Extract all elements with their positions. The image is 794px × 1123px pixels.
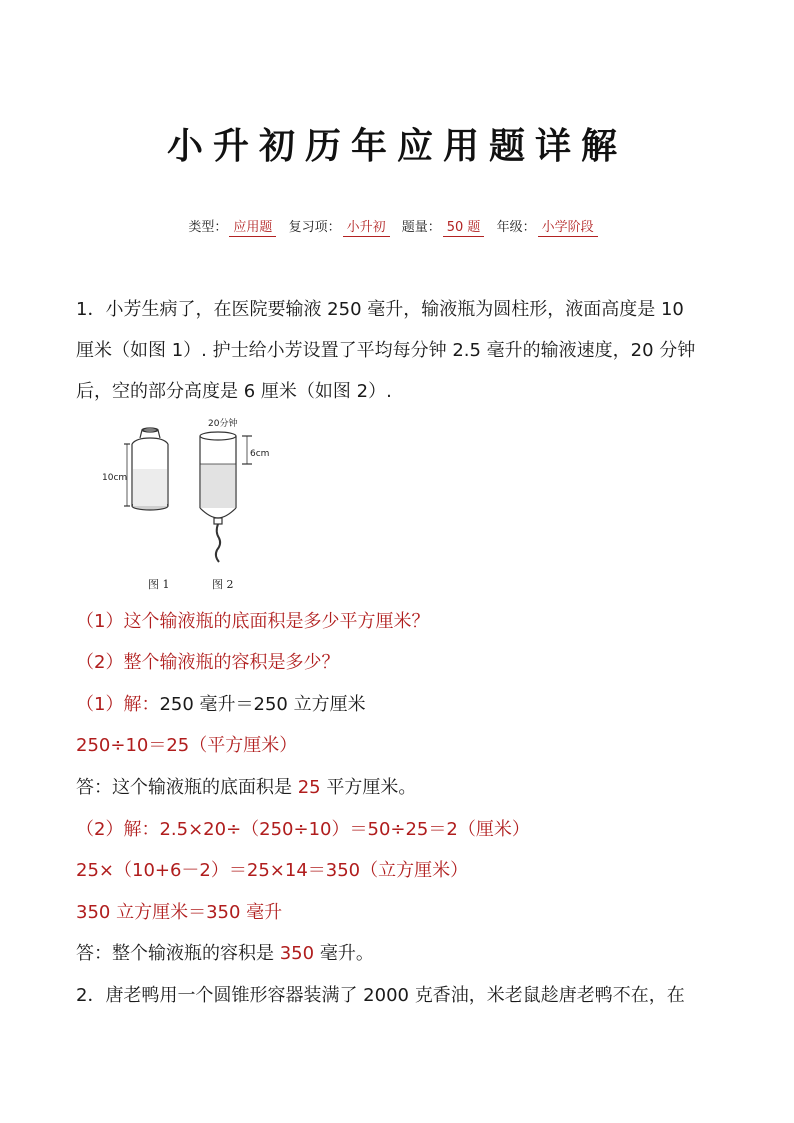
review-value: 小升初 [343,220,390,237]
sol1-eq: 250 毫升＝250 立方厘米 [159,694,366,715]
q1-line-2: 厘米（如图 1）. 护士给小芳设置了平均每分钟 2.5 毫升的输液速度，20 分钟 [76,340,696,361]
ans2-num: 350 [279,943,315,964]
page-title: 小升初历年应用题详解 [166,126,627,167]
q1-line-1: 1．小芳生病了，在医院要输液 250 毫升，输液瓶为圆柱形，液面高度是 10 [76,299,684,320]
iv-bottle-figure [100,414,290,596]
fig-label-6cm: 6cm [250,449,270,459]
count-label: 题量： [401,220,441,235]
q1-solution-2-line-3: 350 立方厘米＝350 毫升 [76,902,283,923]
grade-value: 小学阶段 [538,220,598,237]
type-value: 应用题 [229,220,276,237]
q1-solution-1-line-1 [76,695,366,715]
fig-label-10cm: 10cm [102,473,128,483]
q1-subquestion-2: （2）整个输液瓶的容积是多少？ [76,652,340,673]
q1-solution-2-line-1: （2）解：2.5×20÷（250÷10）＝50÷25＝2（厘米） [76,819,530,840]
doc-meta [0,216,794,237]
review-label: 复习项： [288,220,341,235]
ans2-prefix: 答：整个输液瓶的容积是 [76,943,280,964]
q1-solution-1-line-2: 250÷10＝25（平方厘米） [76,735,298,756]
count-value: 50 题 [443,220,485,237]
q1-line-3: 后，空的部分高度是 6 厘米（如图 2）. [76,381,392,402]
q2-line-1: 2．唐老鸭用一个圆锥形容器装满了 2000 克香油，米老鼠趁唐老鸭不在，在 [76,985,685,1006]
q1-solution-2-line-2: 25×（10+6－2）＝25×14＝350（立方厘米） [76,860,469,881]
fig-caption-2: 图 2 [212,578,234,591]
ans1-num: 25 [297,777,321,798]
ans1-suffix: 平方厘米。 [320,777,417,798]
fig-label-20min: 20分钟 [208,419,238,429]
sol1-prefix: （1）解： [76,694,160,715]
fig-caption-1: 图 1 [148,578,170,591]
q1-answer-1 [76,778,416,798]
ans1-prefix: 答：这个输液瓶的底面积是 [76,777,298,798]
q1-subquestion-1: （1）这个输液瓶的底面积是多少平方厘米？ [76,611,430,632]
type-label: 类型： [188,220,228,235]
ans2-suffix: 毫升。 [314,943,374,964]
grade-label: 年级： [496,220,536,235]
q1-answer-2 [76,944,374,964]
